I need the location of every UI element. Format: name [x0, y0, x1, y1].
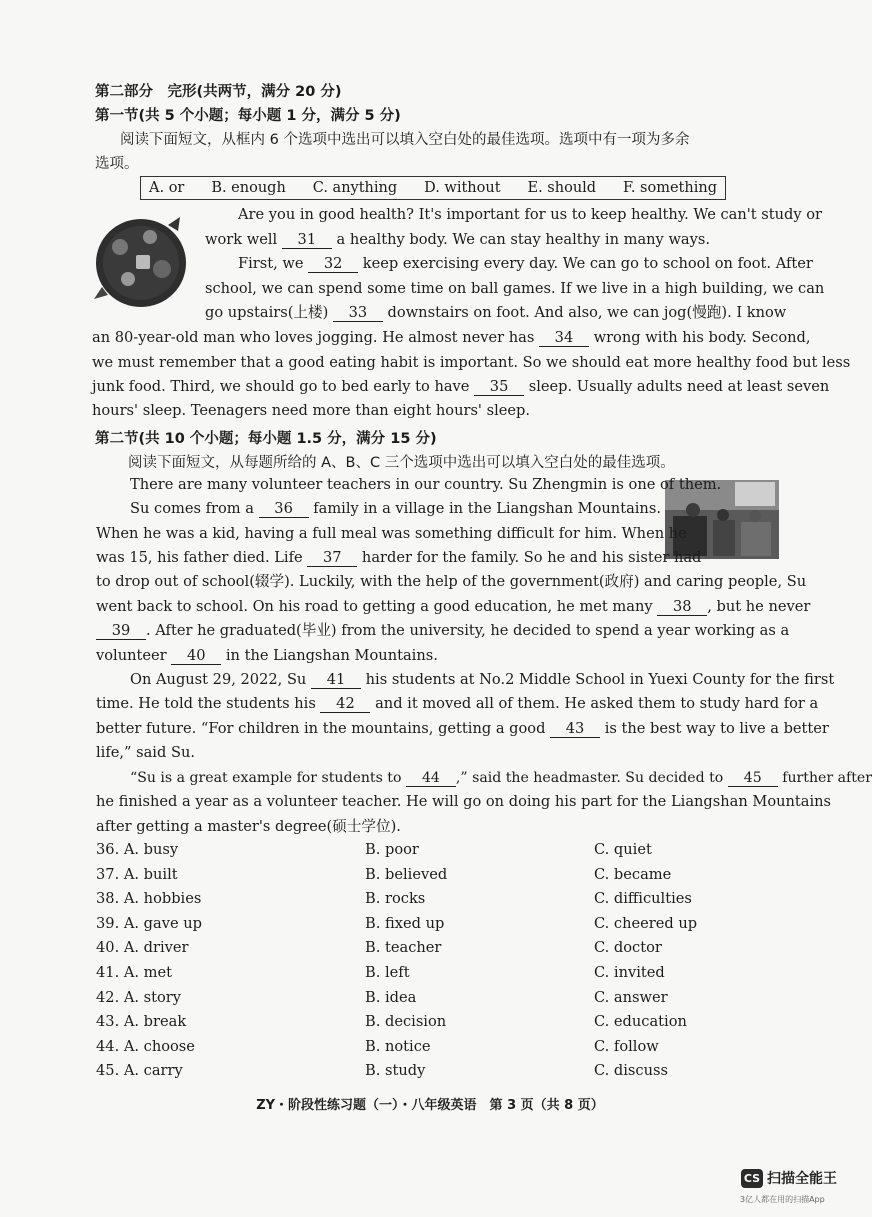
- section1-instruction-line1: 阅读下面短文，从框内 6 个选项中选出可以填入空白处的最佳选项。选项中有一项为多余: [120, 132, 690, 148]
- text: to drop out of school(辍学). Luckily, with the help of the government(政府) and caring people, Su: [96, 573, 807, 590]
- passage2-line: [96, 570, 806, 595]
- question-option-b[interactable]: B. decision: [365, 1013, 447, 1031]
- blank-33[interactable]: 33: [333, 305, 383, 322]
- question-option-c[interactable]: C. invited: [594, 964, 665, 981]
- text: go upstairs(上楼): [205, 304, 333, 321]
- text: downstairs on foot. And also, we can jog(慢跑). I know: [382, 304, 787, 321]
- text: hours' sleep. Teenagers need more than eight hours' sleep.: [92, 402, 530, 419]
- passage1-line: [92, 326, 811, 351]
- option-a: A. or: [149, 180, 185, 196]
- text: “Su is a great example for students to: [130, 770, 406, 786]
- text: Are you in good health? It's important for us to keep healthy. We can't study or: [238, 206, 823, 223]
- text: family in a village in the Liangshan Mountains.: [308, 500, 661, 517]
- text: a healthy body. We can stay healthy in many ways.: [331, 231, 711, 248]
- text: his students at No.2 Middle School in Yuexi County for the first: [360, 671, 835, 688]
- text: is the best way to live a better: [600, 720, 829, 737]
- text: work well: [205, 231, 282, 248]
- text: volunteer: [96, 647, 172, 664]
- scanner-tagline: 3亿人都在用的扫描App: [740, 1195, 825, 1204]
- blank-41[interactable]: 41: [311, 672, 361, 689]
- health-illustration-image: [90, 207, 192, 312]
- question-option-a[interactable]: 45. A. carry: [96, 1062, 183, 1080]
- text: he finished a year as a volunteer teacher. He will go on doing his part for the Liangshan Mountains: [96, 793, 832, 810]
- text: time. He told the students his: [96, 695, 321, 712]
- question-option-c[interactable]: C. answer: [594, 988, 668, 1006]
- section2-title: 第二节(共 10 个小题；每小题 1.5 分，满分 15 分): [95, 431, 437, 447]
- passage2-line: [130, 497, 661, 522]
- question-option-c[interactable]: C. follow: [594, 1037, 659, 1055]
- blank-39[interactable]: 39: [96, 623, 146, 640]
- passage2-line: [130, 668, 834, 693]
- passage1-line: [92, 375, 829, 400]
- section1-instruction-line2: 选项。: [95, 156, 139, 172]
- passage2-line: [96, 546, 701, 571]
- text: sleep. Usually adults need at least seven: [524, 378, 830, 395]
- question-option-b[interactable]: B. teacher: [365, 939, 442, 957]
- blank-43[interactable]: 43: [550, 721, 600, 738]
- blank-36[interactable]: 36: [259, 501, 309, 518]
- passage1-line: [92, 399, 530, 424]
- text: was 15, his father died. Life: [96, 549, 308, 566]
- passage2-line: [96, 522, 687, 547]
- question-option-a[interactable]: 37. A. built: [96, 865, 178, 883]
- question-option-c[interactable]: C. discuss: [594, 1062, 668, 1080]
- question-option-b[interactable]: B. poor: [365, 841, 419, 858]
- question-option-c[interactable]: C. became: [594, 865, 672, 883]
- text: in the Liangshan Mountains.: [221, 647, 438, 664]
- question-option-b[interactable]: B. idea: [365, 988, 417, 1006]
- passage1-line: [205, 228, 710, 253]
- blank-37[interactable]: 37: [307, 550, 357, 567]
- question-option-c[interactable]: C. cheered up: [594, 914, 698, 932]
- blank-34[interactable]: 34: [539, 330, 589, 347]
- text: There are many volunteer teachers in our country. Su Zhengmin is one of them.: [130, 476, 722, 493]
- question-option-c[interactable]: C. difficulties: [594, 890, 692, 908]
- text: On August 29, 2022, Su: [130, 671, 311, 688]
- page-footer: ZY・阶段性练习题（一）・八年级英语 第 3 页（共 8 页）: [256, 1098, 604, 1113]
- text: When he was a kid, having a full meal was something difficult for him. When he: [96, 525, 687, 542]
- question-option-b[interactable]: B. believed: [365, 865, 448, 883]
- text: better future. “For children in the mountains, getting a good: [96, 720, 551, 737]
- option-f: F. something: [623, 180, 717, 196]
- question-option-b[interactable]: B. left: [365, 964, 410, 981]
- question-option-a[interactable]: 42. A. story: [96, 988, 182, 1006]
- text: keep exercising every day. We can go to school on foot. After: [358, 255, 813, 272]
- question-option-c[interactable]: C. quiet: [594, 841, 652, 858]
- question-option-c[interactable]: C. education: [594, 1013, 687, 1031]
- scanner-watermark: [741, 1168, 837, 1188]
- passage1-line: [238, 252, 813, 277]
- blank-32[interactable]: 32: [308, 256, 358, 273]
- scanner-name: 扫描全能王: [767, 1171, 837, 1187]
- text: , but he never: [707, 598, 811, 615]
- text: Su comes from a: [130, 500, 259, 517]
- text: ,” said the headmaster. Su decided to: [455, 770, 728, 786]
- passage1-line: [205, 301, 786, 326]
- question-option-b[interactable]: B. fixed up: [365, 914, 445, 932]
- text: wrong with his body. Second,: [588, 329, 811, 346]
- blank-44[interactable]: 44: [406, 770, 456, 787]
- option-d: D. without: [424, 180, 501, 196]
- text: went back to school. On his road to getting a good education, he met many: [96, 598, 658, 615]
- passage2-line: [96, 741, 195, 766]
- passage2-line: [96, 644, 438, 669]
- passage1-line: [92, 351, 850, 376]
- question-option-a[interactable]: 41. A. met: [96, 964, 173, 981]
- text: an 80-year-old man who loves jogging. He almost never has: [92, 329, 539, 346]
- text: after getting a master's degree(硕士学位).: [96, 818, 401, 835]
- blank-31[interactable]: 31: [282, 232, 332, 249]
- text: further after: [777, 770, 872, 786]
- option-box: [140, 176, 726, 200]
- text: and it moved all of them. He asked them to study hard for a: [370, 695, 819, 712]
- section2-instruction: 阅读下面短文，从每题所给的 A、B、C 三个选项中选出可以填入空白处的最佳选项。: [128, 455, 675, 471]
- text: school, we can spend some time on ball games. If we live in a high building, we can: [205, 280, 825, 297]
- passage2-line: [96, 717, 829, 742]
- option-c: C. anything: [312, 180, 398, 196]
- passage2-line: [96, 619, 789, 644]
- blank-40[interactable]: 40: [171, 648, 221, 665]
- question-option-a[interactable]: 43. A. break: [96, 1013, 187, 1031]
- text: life,” said Su.: [96, 744, 195, 761]
- question-option-a[interactable]: 39. A. gave up: [96, 914, 202, 932]
- blank-42[interactable]: 42: [320, 696, 370, 713]
- passage1-line: [205, 277, 824, 302]
- passage2-line: [130, 473, 721, 498]
- option-e: E. should: [527, 180, 597, 196]
- question-option-a[interactable]: 40. A. driver: [96, 939, 189, 957]
- text: . After he graduated(毕业) from the university, he decided to spend a year working as a: [146, 622, 790, 639]
- passage2-line: [130, 766, 872, 791]
- question-option-a[interactable]: 44. A. choose: [96, 1037, 195, 1055]
- blank-38[interactable]: 38: [657, 599, 707, 616]
- cs-logo-icon: CS: [741, 1169, 763, 1188]
- passage2-line: [96, 790, 831, 815]
- question-option-a[interactable]: 38. A. hobbies: [96, 890, 202, 908]
- blank-45[interactable]: 45: [728, 770, 778, 787]
- option-b: B. enough: [211, 180, 286, 196]
- question-option-a[interactable]: 36. A. busy: [96, 841, 179, 858]
- passage2-line: [96, 815, 401, 840]
- text: harder for the family. So he and his sister had: [357, 549, 702, 566]
- text: First, we: [238, 255, 309, 272]
- passage2-line: [96, 692, 818, 717]
- question-option-b[interactable]: B. notice: [365, 1037, 431, 1055]
- blank-35[interactable]: 35: [474, 379, 524, 396]
- question-option-b[interactable]: B. rocks: [365, 890, 426, 908]
- passage2-line: [96, 595, 810, 620]
- passage1-line: [238, 203, 822, 228]
- question-option-c[interactable]: C. doctor: [594, 939, 662, 957]
- text: we must remember that a good eating habit is important. So we should eat more healthy food but less: [92, 354, 851, 371]
- part-title: 第二部分 完形(共两节，满分 20 分): [95, 84, 342, 100]
- question-option-b[interactable]: B. study: [365, 1062, 426, 1080]
- text: junk food. Third, we should go to bed early to have: [92, 378, 475, 395]
- section1-title: 第一节(共 5 个小题；每小题 1 分，满分 5 分): [95, 108, 401, 124]
